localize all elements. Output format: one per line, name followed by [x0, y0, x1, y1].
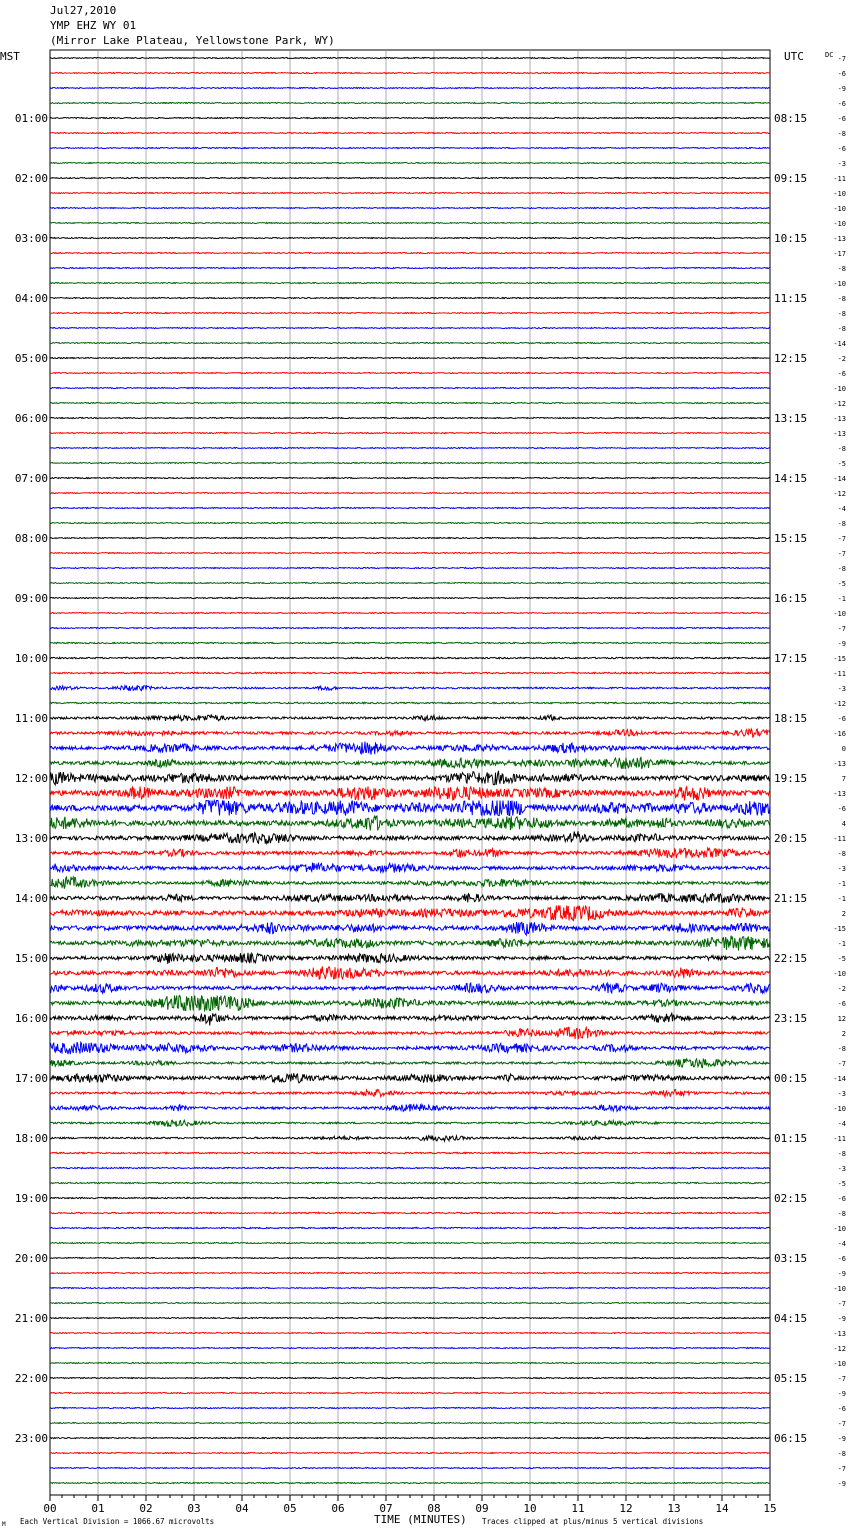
- dc-offset-label: -8: [837, 1450, 846, 1458]
- trace-line: [50, 522, 770, 523]
- dc-offset-label: -3: [837, 1165, 846, 1173]
- dc-offset-label: -6: [837, 1255, 846, 1263]
- left-hour-label: 03:00: [14, 232, 48, 245]
- trace-line: [50, 207, 770, 208]
- left-hour-label: 23:00: [14, 1432, 48, 1445]
- trace-line: [50, 282, 770, 283]
- dc-offset-label: -9: [837, 1315, 846, 1323]
- trace-line: [50, 432, 770, 433]
- trace-line: [50, 1287, 770, 1288]
- trace-line: [50, 877, 770, 889]
- trace-line: [50, 627, 770, 628]
- trace-line: [50, 983, 770, 993]
- trace-line: [50, 729, 770, 737]
- dc-offset-label: -7: [837, 1060, 846, 1068]
- dc-offset-label: -7: [837, 1300, 846, 1308]
- trace-line: [50, 87, 770, 88]
- dc-offset-label: -13: [833, 430, 846, 438]
- x-tick-label: 01: [91, 1502, 105, 1515]
- trace-line: [50, 357, 770, 358]
- left-hour-label: 16:00: [14, 1012, 48, 1025]
- trace-line: [50, 1362, 770, 1363]
- dc-offset-label: -2: [837, 985, 846, 993]
- left-hour-label: 09:00: [14, 592, 48, 605]
- dc-offset-label: -8: [837, 520, 846, 528]
- dc-offset-label: -3: [837, 685, 846, 693]
- trace-line: [50, 742, 770, 755]
- right-timezone-label: UTC: [784, 50, 804, 63]
- dc-offset-label: -7: [837, 550, 846, 558]
- trace-line: [50, 402, 770, 403]
- right-hour-label: 03:15: [774, 1252, 808, 1265]
- trace-line: [50, 922, 770, 935]
- trace-line: [50, 582, 770, 583]
- dc-offset-label: -3: [837, 160, 846, 168]
- dc-offset-label: -10: [833, 610, 846, 618]
- right-hour-label: 17:15: [774, 652, 808, 665]
- left-hour-label: 11:00: [14, 712, 48, 725]
- dc-offset-label: -14: [833, 340, 846, 348]
- dc-offset-label: 0: [841, 745, 846, 753]
- dc-offset-label: -7: [837, 1420, 846, 1428]
- right-hour-label: 16:15: [774, 592, 808, 605]
- dc-offset-label: -8: [837, 1150, 846, 1158]
- dc-offset-label: -6: [837, 100, 846, 108]
- dc-offset-label: -3: [837, 1090, 846, 1098]
- dc-offset-label: -9: [837, 1270, 846, 1278]
- trace-line: [50, 1347, 770, 1348]
- x-tick-label: 07: [379, 1502, 393, 1515]
- trace-line: [50, 702, 770, 703]
- dc-offset-label: -10: [833, 385, 846, 393]
- trace-line: [50, 567, 770, 568]
- right-hour-label: 02:15: [774, 1192, 808, 1205]
- corner-mark: M: [2, 1521, 6, 1528]
- trace-line: [50, 1152, 770, 1153]
- dc-offset-label: 7: [841, 775, 846, 783]
- trace-line: [50, 1422, 770, 1423]
- dc-offset-label: -16: [833, 730, 846, 738]
- trace-line: [50, 177, 770, 178]
- dc-offset-label: -6: [837, 715, 846, 723]
- trace-line: [50, 1182, 770, 1183]
- dc-offset-label: -10: [833, 1285, 846, 1293]
- dc-offset-label: -8: [837, 850, 846, 858]
- x-tick-label: 09: [475, 1502, 489, 1515]
- trace-line: [50, 1073, 770, 1083]
- dc-offset-label: -3: [837, 865, 846, 873]
- x-tick-label: 06: [331, 1502, 345, 1515]
- trace-line: [50, 147, 770, 148]
- trace-line: [50, 1242, 770, 1243]
- dc-offset-label: -9: [837, 1435, 846, 1443]
- right-hour-label: 00:15: [774, 1072, 808, 1085]
- dc-offset-label: -7: [837, 1375, 846, 1383]
- station-location: (Mirror Lake Plateau, Yellowstone Park, WY): [50, 34, 335, 47]
- left-hour-label: 06:00: [14, 412, 48, 425]
- dc-offset-label: -7: [837, 625, 846, 633]
- left-hour-label: 05:00: [14, 352, 48, 365]
- trace-line: [50, 771, 770, 785]
- dc-offset-label: -6: [837, 805, 846, 813]
- dc-offset-label: -6: [837, 1195, 846, 1203]
- dc-offset-label: -13: [833, 790, 846, 798]
- trace-line: [50, 1136, 770, 1141]
- trace-line: [50, 1302, 770, 1303]
- trace-line: [50, 757, 770, 769]
- dc-offset-label: -15: [833, 655, 846, 663]
- plot-date: Jul27,2010: [50, 4, 117, 17]
- trace-line: [50, 953, 770, 964]
- dc-offset-header: DC: [825, 51, 834, 59]
- trace-line: [50, 477, 770, 478]
- right-hour-label: 12:15: [774, 352, 808, 365]
- left-timezone-label: MST: [0, 50, 20, 63]
- minute-gridlines: [98, 50, 722, 1495]
- trace-group: [50, 57, 770, 1483]
- trace-line: [50, 132, 770, 133]
- trace-line: [50, 417, 770, 418]
- trace-line: [50, 597, 770, 598]
- trace-line: [50, 1227, 770, 1228]
- dc-offset-label: 2: [841, 910, 846, 918]
- dc-offset-label: -13: [833, 235, 846, 243]
- right-hour-label: 19:15: [774, 772, 808, 785]
- dc-offset-label: -10: [833, 190, 846, 198]
- dc-offset-label: -4: [837, 1120, 846, 1128]
- left-hour-label: 12:00: [14, 772, 48, 785]
- dc-offset-label: -7: [837, 55, 846, 63]
- dc-offset-label: -10: [833, 970, 846, 978]
- dc-offset-label: -12: [833, 1345, 846, 1353]
- trace-line: [50, 237, 770, 238]
- dc-offset-label: -8: [837, 445, 846, 453]
- dc-offset-label: -8: [837, 325, 846, 333]
- dc-offset-label: -6: [837, 1405, 846, 1413]
- right-hour-label: 01:15: [774, 1132, 808, 1145]
- left-hour-label: 19:00: [14, 1192, 48, 1205]
- trace-line: [50, 1272, 770, 1273]
- trace-line: [50, 1332, 770, 1333]
- left-hour-label: 10:00: [14, 652, 48, 665]
- dc-offset-label: -1: [837, 940, 846, 948]
- dc-offset-label: -6: [837, 70, 846, 78]
- left-hour-label: 07:00: [14, 472, 48, 485]
- dc-offset-label: -5: [837, 1180, 846, 1188]
- dc-offset-label: -14: [833, 475, 846, 483]
- left-hour-label: 01:00: [14, 112, 48, 125]
- dc-offset-label: -1: [837, 595, 846, 603]
- dc-offset-label: -9: [837, 1390, 846, 1398]
- dc-offset-label: -11: [833, 670, 846, 678]
- x-tick-label: 14: [715, 1502, 729, 1515]
- trace-line: [50, 1377, 770, 1378]
- trace-line: [50, 102, 770, 103]
- dc-offset-label: -1: [837, 880, 846, 888]
- trace-line: [50, 686, 770, 691]
- dc-offset-label: -6: [837, 145, 846, 153]
- trace-line: [50, 612, 770, 613]
- trace-line: [50, 1027, 770, 1039]
- trace-line: [50, 657, 770, 658]
- trace-line: [50, 848, 770, 858]
- trace-line: [50, 893, 770, 902]
- dc-offset-label: -5: [837, 580, 846, 588]
- trace-line: [50, 786, 770, 800]
- right-hour-label: 06:15: [774, 1432, 808, 1445]
- right-hour-label: 22:15: [774, 952, 808, 965]
- dc-offset-label: -5: [837, 955, 846, 963]
- left-hour-label: 21:00: [14, 1312, 48, 1325]
- dc-offset-label: 2: [841, 1030, 846, 1038]
- trace-line: [50, 1257, 770, 1258]
- dc-offset-label: 4: [841, 820, 846, 828]
- dc-offset-label: -10: [833, 1105, 846, 1113]
- right-hour-label: 20:15: [774, 832, 808, 845]
- dc-offset-label: -2: [837, 355, 846, 363]
- trace-line: [50, 57, 770, 58]
- dc-offset-label: -9: [837, 1480, 846, 1488]
- dc-offset-label: -8: [837, 265, 846, 273]
- dc-offset-label: -6: [837, 1000, 846, 1008]
- left-hour-label: 20:00: [14, 1252, 48, 1265]
- trace-line: [50, 801, 770, 816]
- plot-frame: [50, 50, 770, 1495]
- dc-offset-label: -13: [833, 415, 846, 423]
- left-hour-label: 02:00: [14, 172, 48, 185]
- dc-offset-label: -8: [837, 130, 846, 138]
- dc-offset-label: -5: [837, 460, 846, 468]
- left-hour-label: 15:00: [14, 952, 48, 965]
- x-tick-label: 08: [427, 1502, 441, 1515]
- left-hour-label: 18:00: [14, 1132, 48, 1145]
- left-hour-label: 17:00: [14, 1072, 48, 1085]
- trace-line: [50, 342, 770, 343]
- x-tick-label: 10: [523, 1502, 537, 1515]
- x-axis-label: TIME (MINUTES): [374, 1513, 467, 1526]
- right-hour-label: 23:15: [774, 1012, 808, 1025]
- dc-offset-label: -7: [837, 1465, 846, 1473]
- trace-line: [50, 312, 770, 313]
- dc-offset-label: 12: [837, 1015, 846, 1023]
- x-tick-label: 04: [235, 1502, 249, 1515]
- trace-line: [50, 192, 770, 193]
- dc-offset-label: -9: [837, 640, 846, 648]
- trace-line: [50, 1013, 770, 1025]
- trace-line: [50, 372, 770, 373]
- trace-line: [50, 1392, 770, 1393]
- trace-line: [50, 1437, 770, 1438]
- x-tick-label: 03: [187, 1502, 201, 1515]
- dc-offset-label: -8: [837, 1210, 846, 1218]
- dc-offset-label: -9: [837, 85, 846, 93]
- x-tick-label: 00: [43, 1502, 57, 1515]
- trace-line: [50, 1059, 770, 1068]
- dc-offset-label: -12: [833, 400, 846, 408]
- dc-offset-label: -13: [833, 760, 846, 768]
- x-tick-label: 13: [667, 1502, 681, 1515]
- trace-line: [50, 552, 770, 553]
- right-hour-label: 13:15: [774, 412, 808, 425]
- dc-offset-label: -10: [833, 1225, 846, 1233]
- clip-note: Traces clipped at plus/minus 5 vertical divisions: [482, 1517, 704, 1526]
- trace-line: [50, 1407, 770, 1408]
- trace-line: [50, 863, 770, 873]
- trace-line: [50, 267, 770, 268]
- dc-offset-label: -11: [833, 175, 846, 183]
- right-hour-label: 04:15: [774, 1312, 808, 1325]
- dc-offset-label: -8: [837, 295, 846, 303]
- trace-line: [50, 996, 770, 1011]
- trace-line: [50, 297, 770, 298]
- dc-offset-label: -17: [833, 250, 846, 258]
- dc-offset-label: -4: [837, 1240, 846, 1248]
- left-hour-label: 04:00: [14, 292, 48, 305]
- trace-line: [50, 327, 770, 328]
- scale-note: Each Vertical Division = 1066.67 microvolts: [20, 1517, 215, 1526]
- right-hour-label: 15:15: [774, 532, 808, 545]
- trace-line: [50, 1482, 770, 1483]
- trace-line: [50, 222, 770, 223]
- trace-line: [50, 492, 770, 493]
- right-hour-label: 10:15: [774, 232, 808, 245]
- right-hour-label: 18:15: [774, 712, 808, 725]
- trace-line: [50, 387, 770, 388]
- dc-offset-label: -12: [833, 700, 846, 708]
- left-hour-label: 08:00: [14, 532, 48, 545]
- dc-offset-label: -1: [837, 895, 846, 903]
- trace-line: [50, 1452, 770, 1453]
- trace-line: [50, 1104, 770, 1111]
- trace-line: [50, 642, 770, 643]
- x-axis: [43, 1495, 776, 1515]
- right-hour-label: 21:15: [774, 892, 808, 905]
- dc-offset-label: -13: [833, 1330, 846, 1338]
- station-code: YMP EHZ WY 01: [50, 19, 137, 32]
- trace-line: [50, 1042, 770, 1054]
- trace-line: [50, 537, 770, 538]
- dc-offset-label: -10: [833, 205, 846, 213]
- right-hour-label: 08:15: [774, 112, 808, 125]
- trace-line: [50, 1120, 770, 1126]
- dc-offset-label: -15: [833, 925, 846, 933]
- dc-offset-label: -10: [833, 1360, 846, 1368]
- x-tick-label: 12: [619, 1502, 633, 1515]
- trace-line: [50, 1212, 770, 1213]
- dc-offset-label: -11: [833, 1135, 846, 1143]
- right-hour-label: 11:15: [774, 292, 808, 305]
- left-hour-label: 13:00: [14, 832, 48, 845]
- trace-line: [50, 714, 770, 721]
- trace-line: [50, 507, 770, 508]
- left-hour-label: 14:00: [14, 892, 48, 905]
- trace-line: [50, 1317, 770, 1318]
- dc-offset-label: -6: [837, 115, 846, 123]
- x-tick-label: 05: [283, 1502, 297, 1515]
- x-tick-label: 02: [139, 1502, 153, 1515]
- trace-line: [50, 1197, 770, 1198]
- trace-line: [50, 462, 770, 463]
- dc-offset-label: -12: [833, 490, 846, 498]
- trace-line: [50, 1167, 770, 1168]
- trace-line: [50, 672, 770, 673]
- dc-offset-label: -10: [833, 280, 846, 288]
- trace-line: [50, 447, 770, 448]
- right-hour-label: 05:15: [774, 1372, 808, 1385]
- x-tick-label: 15: [763, 1502, 777, 1515]
- trace-line: [50, 1467, 770, 1468]
- trace-line: [50, 936, 770, 951]
- right-hour-label: 14:15: [774, 472, 808, 485]
- dc-offset-label: -8: [837, 310, 846, 318]
- dc-offset-label: -6: [837, 370, 846, 378]
- trace-line: [50, 117, 770, 118]
- trace-line: [50, 906, 770, 921]
- dc-offset-label: -7: [837, 535, 846, 543]
- dc-offset-label: -8: [837, 1045, 846, 1053]
- right-hour-label: 09:15: [774, 172, 808, 185]
- x-tick-label: 11: [571, 1502, 585, 1515]
- dc-offset-label: -4: [837, 505, 846, 513]
- trace-line: [50, 831, 770, 843]
- trace-line: [50, 72, 770, 73]
- trace-line: [50, 966, 770, 979]
- dc-offset-label: -14: [833, 1075, 846, 1083]
- left-hour-label: 22:00: [14, 1372, 48, 1385]
- trace-line: [50, 816, 770, 831]
- trace-line: [50, 252, 770, 253]
- trace-line: [50, 1089, 770, 1096]
- dc-offset-label: -8: [837, 565, 846, 573]
- trace-line: [50, 162, 770, 163]
- dc-offset-label: -10: [833, 220, 846, 228]
- dc-offset-label: -11: [833, 835, 846, 843]
